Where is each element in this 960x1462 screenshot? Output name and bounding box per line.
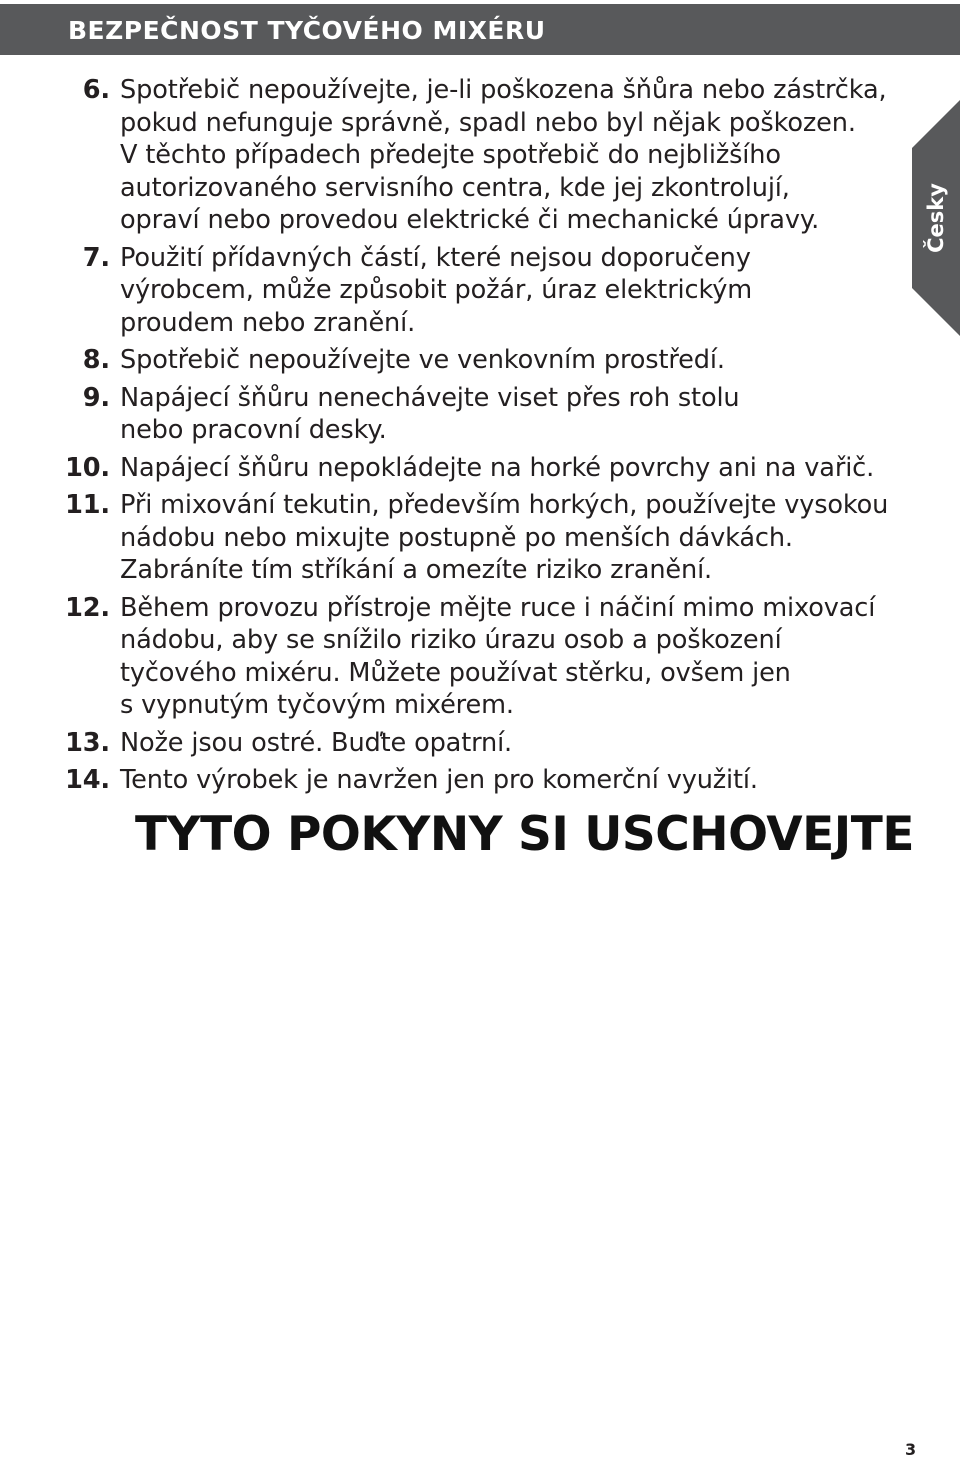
item-text <box>120 489 905 587</box>
save-instructions-heading: TYTO POKYNY SI USCHOVEJTE <box>135 807 914 862</box>
item-text-line: Použití přídavných částí, které nejsou doporučeny <box>120 242 751 273</box>
item-number: 7. <box>82 242 110 273</box>
item-text-line: proudem nebo zranění. <box>120 307 416 338</box>
item-text-line: nádobu nebo mixujte postupně po menších dávkách. <box>120 522 793 553</box>
item-number: 8. <box>82 345 110 375</box>
item-text-line: Napájecí šňůru nepokládejte na horké povrchy ani na vařič. <box>120 452 875 483</box>
item-number: 10. <box>65 452 110 483</box>
item-text-line: tyčového mixéru. Můžete používat stěrku, ovšem jen <box>120 657 791 688</box>
item-text-line: Nože jsou ostré. Buďte opatrní. <box>120 727 513 758</box>
item-number: 9. <box>82 382 110 413</box>
item-number: 6. <box>82 75 110 105</box>
item-text-line: V těchto případech předejte spotřebič do nejbližšího <box>120 140 781 170</box>
item-text <box>120 382 905 447</box>
item-text-line: Spotřebič nepoužívejte ve venkovním prostředí. <box>120 345 725 375</box>
item-text-line: Zabráníte tím stříkání a omezíte riziko zranění. <box>120 555 713 585</box>
page-number: 3 <box>905 1440 917 1459</box>
safety-item <box>0 452 905 485</box>
item-number: 14. <box>65 765 110 795</box>
item-text-line: Tento výrobek je navržen jen pro komerční využití. <box>120 765 758 795</box>
safety-instructions-list <box>0 74 905 802</box>
item-text <box>120 592 905 722</box>
safety-item <box>0 344 905 377</box>
safety-item <box>0 74 905 237</box>
safety-item <box>0 489 905 587</box>
item-text-line: pokud nefunguje správně, spadl nebo byl nějak poškozen. <box>120 107 856 138</box>
item-text <box>120 764 905 797</box>
item-number: 13. <box>65 727 110 758</box>
item-text-line: nebo pracovní desky. <box>120 415 387 445</box>
safety-item <box>0 242 905 340</box>
safety-item <box>0 592 905 722</box>
safety-item <box>0 727 905 760</box>
language-label: Česky <box>924 183 948 253</box>
item-text <box>120 344 905 377</box>
safety-item <box>0 382 905 447</box>
item-text-line: opraví nebo provedou elektrické či mechanické úpravy. <box>120 205 820 235</box>
language-tab-label-wrap <box>912 168 960 268</box>
item-text-line: Při mixování tekutin, především horkých, používejte vysokou <box>120 490 889 520</box>
item-text-line: Během provozu přístroje mějte ruce i náčiní mimo mixovací <box>120 592 876 623</box>
item-text <box>120 727 905 760</box>
section-title: BEZPEČNOST TYČOVÉHO MIXÉRU <box>68 16 546 45</box>
item-text-line: s vypnutým tyčovým mixérem. <box>120 690 514 720</box>
item-text-line: Spotřebič nepoužívejte, je-li poškozena šňůra nebo zástrčka, <box>120 75 887 105</box>
item-number: 11. <box>65 490 110 520</box>
header-bar <box>0 4 960 55</box>
item-text-line: nádobu, aby se snížilo riziko úrazu osob a poškození <box>120 625 782 655</box>
item-text <box>120 242 905 340</box>
item-text-line: autorizovaného servisního centra, kde jej zkontrolují, <box>120 172 790 203</box>
item-text-line: Napájecí šňůru nenechávejte viset přes roh stolu <box>120 382 740 413</box>
item-text-line: výrobcem, může způsobit požár, úraz elektrickým <box>120 275 752 305</box>
item-text <box>120 74 905 237</box>
item-number: 12. <box>65 592 110 623</box>
safety-item <box>0 764 905 797</box>
item-text <box>120 452 905 485</box>
